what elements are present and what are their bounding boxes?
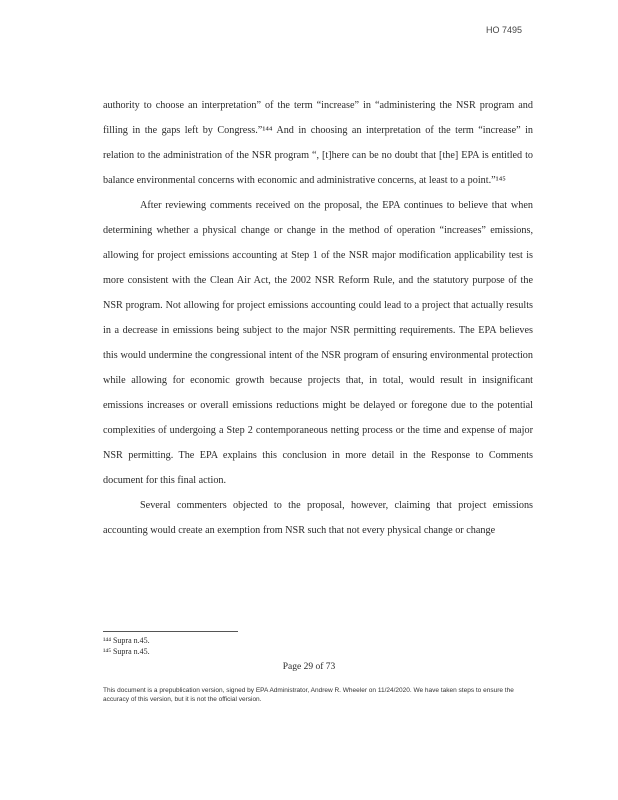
body-text (103, 93, 533, 543)
paragraph-3: Several commenters objected to the proposal, however, claiming that project emissions accounting would create an exemption from NSR such that not every physical change or change (103, 500, 533, 536)
paragraph-2: After reviewing comments received on the proposal, the EPA continues to believe that when determining whether a physical change or change in the method of operation “increases” emissions, allowing for project emissions accounting at Step 1 of the NSR major modification applicability test is more consistent with the Clean Air Act, the 2002 NSR Reform Rule, and the statutory purpose of the NSR program. Not allowing for project emissions accounting could lead to a project that actually results in a decrease in emissions being subject to the major NSR permitting requirements. The EPA believes this would undermine the congressional intent of the NSR program of ensuring environmental protection while allowing for economic growth because projects that, in total, would result in insignificant emissions increases or overall emissions reductions might be delayed or foregone due to the potential complexities of undergoing a Step 2 contemporaneous netting process or the time and expense of major NSR permitting. The EPA explains this conclusion in more detail in the Response to Comments document for this final action. (103, 200, 533, 486)
page-number: Page 29 of 73 (282, 662, 336, 672)
footnote-divider (103, 631, 238, 632)
footnote-145: ¹⁴⁵ Supra n.45. (103, 647, 150, 656)
footnotes (103, 635, 150, 657)
prepublication-disclaimer: This document is a prepublication version, signed by EPA Administrator, Andrew R. Wheeler on 11/24/2020. We have taken steps to ensure the accuracy of this version, but it is not the official version. (103, 687, 514, 703)
document-id: HO 7495 (485, 25, 522, 35)
footnote-144: ¹⁴⁴ Supra n.45. (103, 636, 150, 645)
paragraph-1: authority to choose an interpretation” of the term “increase” in “administering the NSR program and filling in the gaps left by Congress.”¹⁴⁴ And in choosing an interpretation of the term “increase” in relation to the administration of the NSR program “, [t]here can be no doubt that [the] EPA is entitled to balance environmental concerns with economic and administrative concerns, at least to a point.”¹⁴⁵ (103, 100, 533, 186)
